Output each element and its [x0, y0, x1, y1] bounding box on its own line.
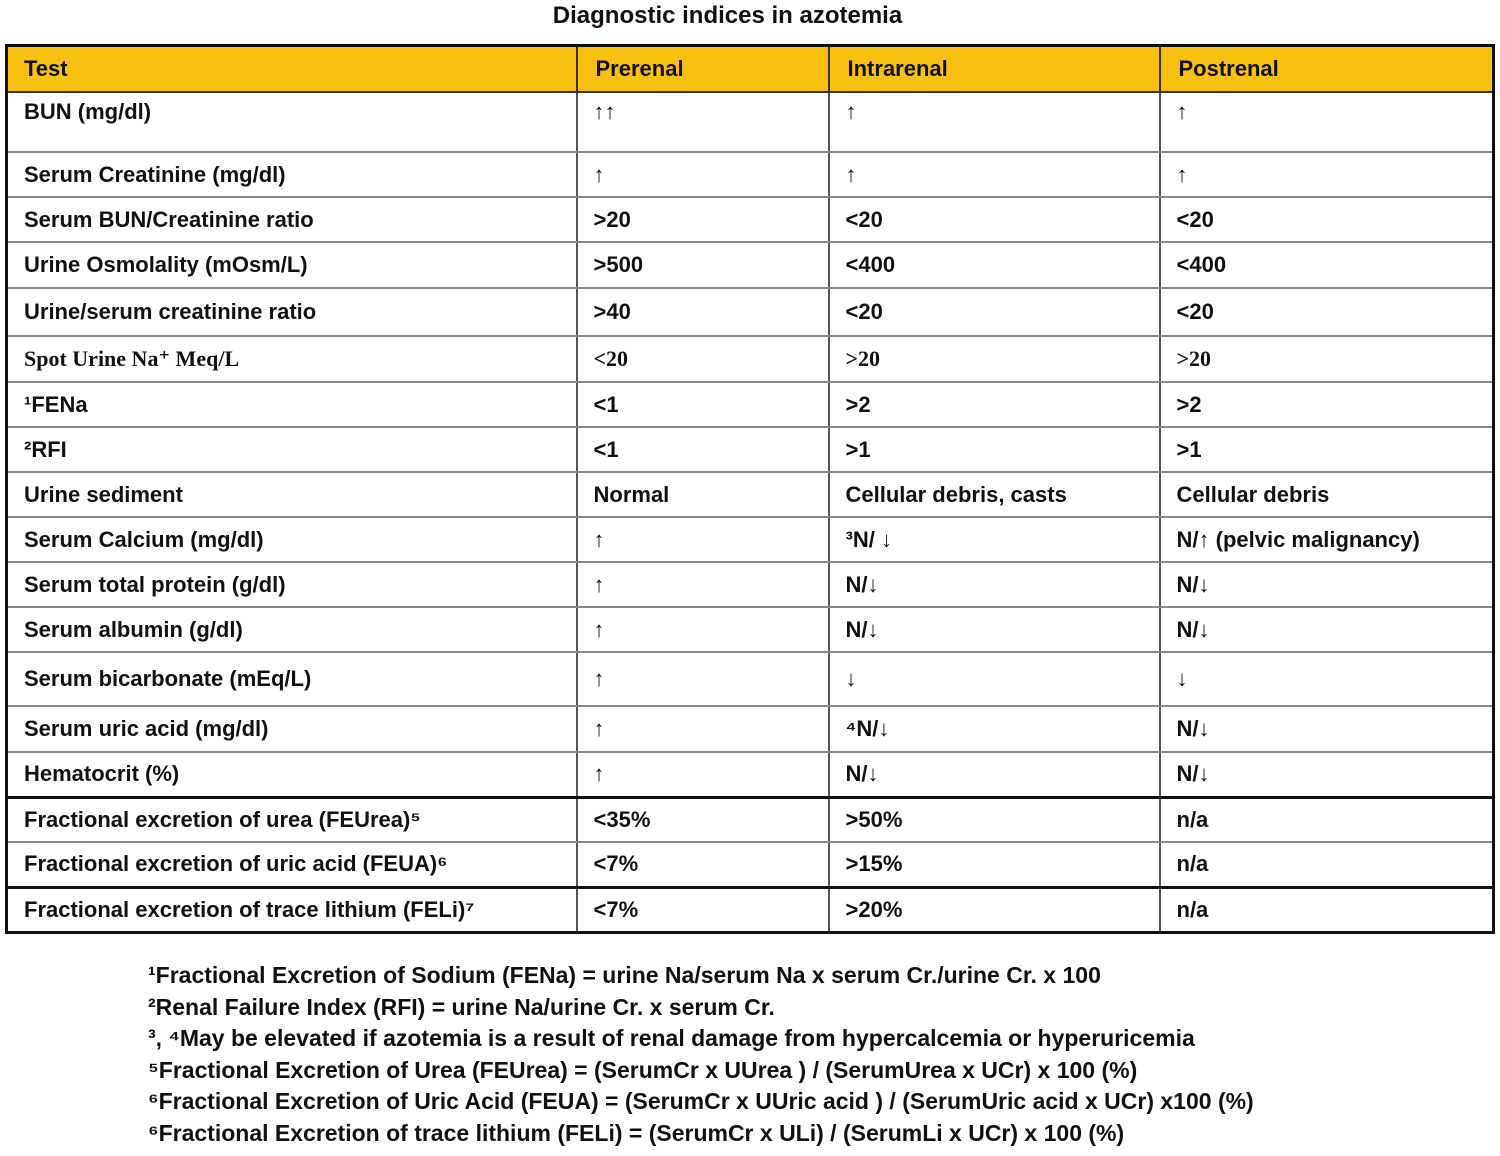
cell-postrenal: <400	[1160, 242, 1494, 288]
table-title: Diagnostic indices in azotemia	[552, 2, 903, 29]
table-row	[7, 382, 1494, 427]
cell-postrenal: <20	[1160, 288, 1494, 336]
cell-test: Serum BUN/Creatinine ratio	[7, 197, 577, 242]
cell-postrenal: n/a	[1160, 797, 1494, 842]
footnote: ⁶Fractional Excretion of Uric Acid (FEUA) = (SerumCr x UUric acid ) / (SerumUric acid x UCr) x100 (%)	[148, 1088, 1254, 1114]
cell-intrarenal: >15%	[829, 842, 1160, 887]
cell-intrarenal: >50%	[829, 797, 1160, 842]
table-row	[7, 652, 1494, 706]
header-intrarenal: Intrarenal	[829, 46, 1160, 93]
cell-postrenal: <20	[1160, 197, 1494, 242]
cell-postrenal: N/↓	[1160, 706, 1494, 752]
cell-test: Serum uric acid (mg/dl)	[7, 706, 577, 752]
cell-test: Serum bicarbonate (mEq/L)	[7, 652, 577, 706]
cell-test: ¹FENa	[7, 382, 577, 427]
table-row	[7, 706, 1494, 752]
table-row	[7, 752, 1494, 797]
cell-intrarenal: >2	[829, 382, 1160, 427]
cell-prerenal: ↑	[577, 752, 829, 797]
header-row	[7, 46, 1494, 93]
footnote: ⁶Fractional Excretion of trace lithium (FELi) = (SerumCr x ULi) / (SerumLi x UCr) x 100 (%)	[148, 1119, 1125, 1146]
table-row	[7, 336, 1494, 382]
cell-postrenal: N/↓	[1160, 607, 1494, 652]
cell-prerenal: >40	[577, 288, 829, 336]
cell-intrarenal: ↑	[829, 92, 1160, 152]
cell-test: Fractional excretion of urea (FEUrea)⁵	[7, 797, 577, 842]
cell-intrarenal: ³N/ ↓	[829, 517, 1160, 562]
cell-postrenal: n/a	[1160, 887, 1494, 932]
footnote: ¹Fractional Excretion of Sodium (FENa) = urine Na/serum Na x serum Cr./urine Cr. x 100	[148, 962, 1101, 988]
cell-prerenal: ↑	[577, 706, 829, 752]
cell-intrarenal: >1	[829, 427, 1160, 472]
table-row	[7, 472, 1494, 517]
cell-prerenal: ↑	[577, 607, 829, 652]
cell-intrarenal: ↑	[829, 152, 1160, 197]
cell-postrenal: ↑	[1160, 92, 1494, 152]
cell-intrarenal: <20	[829, 197, 1160, 242]
header-postrenal: Postrenal	[1160, 46, 1494, 93]
header-prerenal: Prerenal	[577, 46, 829, 93]
table-row	[7, 797, 1494, 842]
cell-postrenal: N/↓	[1160, 752, 1494, 797]
cell-intrarenal: >20%	[829, 887, 1160, 932]
cell-test: Fractional excretion of trace lithium (FELi)⁷	[7, 887, 577, 932]
cell-postrenal: >2	[1160, 382, 1494, 427]
cell-intrarenal: >20	[829, 336, 1160, 382]
cell-intrarenal: N/↓	[829, 752, 1160, 797]
footnotes	[148, 960, 1254, 1149]
table-row	[7, 152, 1494, 197]
table-row	[7, 242, 1494, 288]
table-row	[7, 517, 1494, 562]
cell-intrarenal: ↓	[829, 652, 1160, 706]
cell-prerenal: >500	[577, 242, 829, 288]
cell-test: Spot Urine Na⁺ Meq/L	[7, 336, 577, 382]
cell-test: Serum Calcium (mg/dl)	[7, 517, 577, 562]
cell-postrenal: N/↑ (pelvic malignancy)	[1160, 517, 1494, 562]
header-test: Test	[7, 46, 577, 93]
cell-postrenal: N/↓	[1160, 562, 1494, 607]
cell-prerenal: <20	[577, 336, 829, 382]
cell-intrarenal: N/↓	[829, 562, 1160, 607]
cell-intrarenal: Cellular debris, casts	[829, 472, 1160, 517]
table-row	[7, 92, 1494, 152]
cell-prerenal: <7%	[577, 842, 829, 887]
cell-postrenal: ↑	[1160, 152, 1494, 197]
cell-prerenal: <1	[577, 382, 829, 427]
cell-postrenal: n/a	[1160, 842, 1494, 887]
cell-test: Hematocrit (%)	[7, 752, 577, 797]
cell-prerenal: ↑↑	[577, 92, 829, 152]
cell-postrenal: >20	[1160, 336, 1494, 382]
footnote: ⁵Fractional Excretion of Urea (FEUrea) = (SerumCr x UUrea ) / (SerumUrea x UCr) x 100 (%)	[148, 1056, 1138, 1083]
cell-test: Fractional excretion of uric acid (FEUA)⁶	[7, 842, 577, 887]
table-body	[7, 92, 1494, 932]
cell-test: Urine/serum creatinine ratio	[7, 288, 577, 336]
cell-test: Serum Creatinine (mg/dl)	[7, 152, 577, 197]
cell-intrarenal: <400	[829, 242, 1160, 288]
footnote: ³, ⁴May be elevated if azotemia is a result of renal damage from hypercalcemia or hyperuricemia	[148, 1025, 1195, 1051]
cell-test: Urine Osmolality (mOsm/L)	[7, 242, 577, 288]
cell-prerenal: <7%	[577, 887, 829, 932]
table-row	[7, 562, 1494, 607]
cell-prerenal: ↑	[577, 562, 829, 607]
cell-prerenal: >20	[577, 197, 829, 242]
cell-postrenal: >1	[1160, 427, 1494, 472]
cell-test: BUN (mg/dl)	[7, 92, 577, 152]
cell-intrarenal: ⁴N/↓	[829, 706, 1160, 752]
cell-test: Serum total protein (g/dl)	[7, 562, 577, 607]
cell-postrenal: Cellular debris	[1160, 472, 1494, 517]
cell-intrarenal: <20	[829, 288, 1160, 336]
cell-prerenal: <35%	[577, 797, 829, 842]
cell-prerenal: Normal	[577, 472, 829, 517]
cell-test: ²RFI	[7, 427, 577, 472]
cell-prerenal: ↑	[577, 152, 829, 197]
azotemia-table	[5, 44, 1492, 934]
cell-test: Serum albumin (g/dl)	[7, 607, 577, 652]
cell-postrenal: ↓	[1160, 652, 1494, 706]
table-row	[7, 887, 1494, 932]
table-row	[7, 607, 1494, 652]
cell-prerenal: ↑	[577, 517, 829, 562]
footnote: ²Renal Failure Index (RFI) = urine Na/urine Cr. x serum Cr.	[148, 993, 775, 1020]
cell-prerenal: <1	[577, 427, 829, 472]
table-row	[7, 197, 1494, 242]
cell-test: Urine sediment	[7, 472, 577, 517]
table-row	[7, 842, 1494, 887]
cell-prerenal: ↑	[577, 652, 829, 706]
table-row	[7, 427, 1494, 472]
table-row	[7, 288, 1494, 336]
cell-intrarenal: N/↓	[829, 607, 1160, 652]
